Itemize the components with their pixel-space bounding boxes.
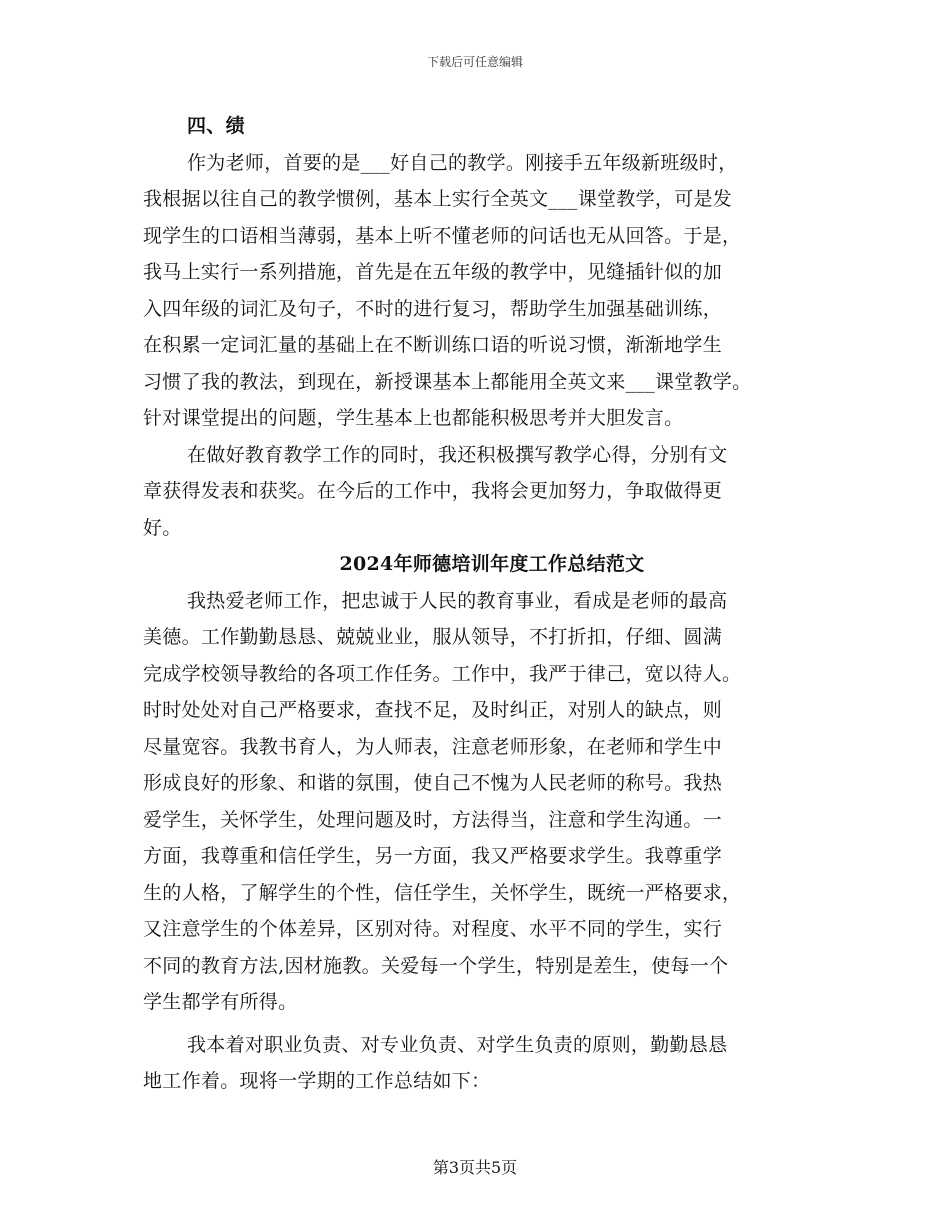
paragraph-line: 爱学生，关怀学生，处理问题及时，方法得当，注意和学生沟通。一 [143,808,723,831]
paragraph-line: 学生都学有所得。 [143,991,298,1013]
paragraph-line: 形成良好的形象、和谐的氛围，使自己不愧为人民老师的称号。我热 [143,772,723,794]
article-title: 2024年师德培训年度工作总结范文 [339,553,645,575]
paragraph-line: 现学生的口语相当薄弱，基本上听不懂老师的问话也无从回答。于是， [143,224,742,247]
paragraph-line: 美德。工作勤勤恳恳、兢兢业业，服从领导，不打折扣，仔细、圆满 [143,626,723,648]
paragraph-line: 我本着对职业负责、对专业负责、对学生负责的原则，勤勤恳恳 [187,1033,728,1056]
paragraph-line: 方面，我尊重和信任学生，另一方面，我又严格要求学生。我尊重学 [143,845,723,867]
header-note: 下载后可任意编辑 [426,55,523,69]
paragraph-line: 针对课堂提出的问题，学生基本上也都能积极思考并大胆发言。 [143,407,684,429]
paragraph-line: 好。 [143,516,182,539]
paragraph-line: 地工作着。现将一学期的工作总结如下： [143,1070,491,1092]
paragraph-line: 在做好教育教学工作的同时，我还积极撰写教学心得，分别有文 [187,443,728,466]
paragraph-line: 入四年级的词汇及句子，不时的进行复习，帮助学生加强基础训练， [143,297,723,320]
paragraph-line: 生的人格，了解学生的个性，信任学生，关怀学生，既统一严格要求， [143,881,742,904]
paragraph-line: 完成学校领导教给的各项工作任务。工作中，我严于律己，宽以待人。 [143,662,742,685]
section-heading: 四、绩 [187,115,245,137]
paragraph-line: 章获得发表和获奖。在今后的工作中，我将会更加努力，争取做得更 [143,480,723,502]
document-body [143,108,811,1100]
paragraph-line: 又注意学生的个体差异，区别对待。对程度、水平不同的学生，实行 [143,918,723,940]
paragraph-line: 时时处处对自己严格要求，查找不足，及时纠正，对别人的缺点，则 [143,699,723,721]
paragraph-line: 我根据以往自己的教学惯例，基本上实行全英文___课堂教学，可是发 [143,188,733,210]
page-number: 第3页共5页 [432,1158,518,1177]
paragraph-line: 在积累一定词汇量的基础上在不断训练口语的听说习惯，渐渐地学生 [143,334,723,356]
paragraph-line: 我马上实行一系列措施，首先是在五年级的教学中，见缝插针似的加 [143,261,723,283]
paragraph-line: 我热爱老师工作，把忠诚于人民的教育事业，看成是老师的最高 [187,589,728,612]
paragraph-line: 不同的教育方法,因材施教。关爱每一个学生，特别是差生，使每一个 [143,954,729,977]
paragraph-line: 作为老师，首要的是___好自己的教学。刚接手五年级新班级时， [187,151,738,174]
paragraph-line: 习惯了我的教法，到现在，新授课基本上都能用全英文来___课堂教学。 [143,370,752,393]
paragraph-line: 尽量宽容。我教书育人，为人师表，注意老师形象，在老师和学生中 [143,735,723,758]
